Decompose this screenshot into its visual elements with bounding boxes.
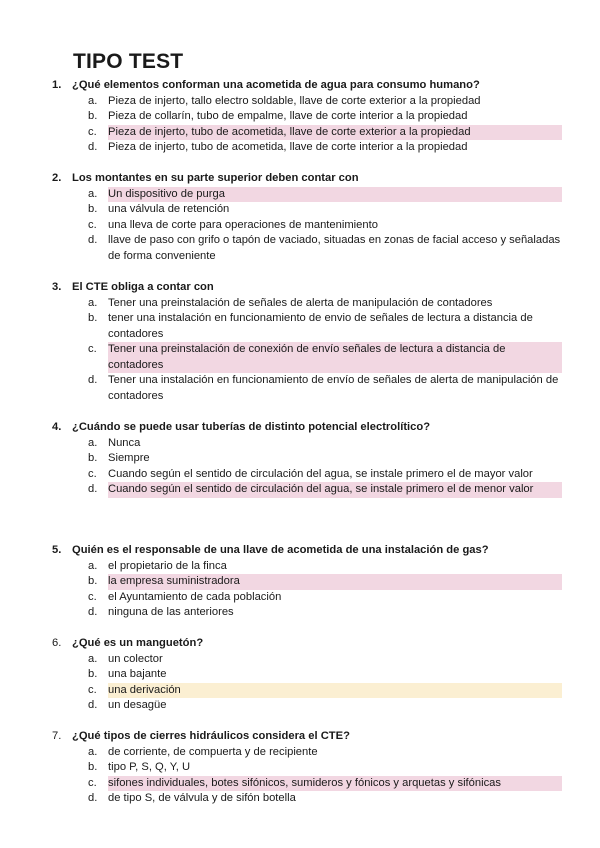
option-letter: b. — [88, 575, 98, 587]
option-list — [52, 187, 562, 265]
page-title: TIPO TEST — [73, 50, 184, 73]
option-text: Nunca — [108, 436, 141, 449]
question-text: ¿Cuándo se puede usar tuberías de distinto potencial electrolítico? — [72, 421, 431, 433]
option-d — [52, 482, 562, 498]
question-1 — [52, 78, 562, 156]
option-a — [52, 745, 562, 761]
question-number: 4. — [52, 421, 62, 433]
option-letter: a. — [88, 296, 98, 309]
option-c — [52, 683, 562, 699]
option-d — [52, 373, 562, 404]
option-text: Tener una preinstalación de señales de alerta de manipulación de contadores — [108, 296, 493, 309]
option-c — [52, 776, 562, 792]
question-text: El CTE obliga a contar con — [72, 281, 214, 293]
option-letter: a. — [88, 187, 98, 200]
option-a — [52, 187, 562, 203]
option-c — [52, 467, 562, 483]
option-list — [52, 436, 562, 498]
question-3 — [52, 280, 562, 404]
option-text: un desagüe — [108, 699, 167, 711]
option-a — [52, 296, 562, 312]
option-text: de tipo S, de válvula y de sifón botella — [108, 792, 296, 804]
question-number: 7. — [52, 730, 62, 742]
option-b — [52, 574, 562, 590]
option-d — [52, 140, 562, 156]
option-b — [52, 311, 562, 342]
option-list — [52, 559, 562, 621]
option-letter: a. — [88, 94, 98, 107]
option-text: Pieza de injerto, tallo electro soldable, llave de corte exterior a la propiedad — [108, 94, 481, 107]
option-letter: d. — [88, 606, 98, 618]
option-list — [52, 296, 562, 405]
option-text: Tener una instalación en funcionamiento de envío de señales de alerta de manipulación de contadores — [108, 374, 559, 402]
question-text: ¿Qué elementos conforman una acometida de agua para consumo humano? — [72, 79, 480, 91]
option-a — [52, 559, 562, 575]
option-letter: c. — [88, 467, 97, 480]
question-number: 6. — [52, 637, 62, 649]
option-d — [52, 233, 562, 264]
option-text: un colector — [108, 652, 163, 665]
question-text: Quién es el responsable de una llave de acometida de una instalación de gas? — [72, 544, 489, 556]
option-letter: d. — [88, 699, 98, 711]
option-a — [52, 652, 562, 668]
option-text: una derivación — [108, 683, 562, 699]
option-c — [52, 125, 562, 141]
option-text: de corriente, de compuerta y de recipiente — [108, 745, 318, 758]
question-text: ¿Qué tipos de cierres hidráulicos considera el CTE? — [72, 730, 350, 742]
option-c — [52, 218, 562, 234]
option-text: Cuando según el sentido de circulación del agua, se instale primero el de mayor valor — [108, 467, 533, 480]
question-text: ¿Qué es un manguetón? — [72, 637, 204, 649]
option-b — [52, 451, 562, 467]
question-number: 5. — [52, 544, 62, 556]
option-b — [52, 202, 562, 218]
option-text: una válvula de retención — [108, 203, 230, 215]
question-6 — [52, 636, 562, 714]
option-c — [52, 342, 562, 373]
option-text: Pieza de injerto, tubo de acometida, llave de corte interior a la propiedad — [108, 141, 468, 153]
option-letter: d. — [88, 792, 98, 804]
option-letter: b. — [88, 203, 98, 215]
option-letter: b. — [88, 312, 98, 324]
option-letter: d. — [88, 234, 98, 246]
option-text: Pieza de injerto, tubo de acometida, llave de corte exterior a la propiedad — [108, 125, 562, 141]
option-letter: d. — [88, 374, 98, 386]
option-a — [52, 436, 562, 452]
option-b — [52, 760, 562, 776]
option-text: tipo P, S, Q, Y, U — [108, 761, 191, 773]
option-d — [52, 791, 562, 807]
option-text: ninguna de las anteriores — [108, 606, 234, 618]
option-c — [52, 590, 562, 606]
option-letter: c. — [88, 125, 97, 138]
option-letter: c. — [88, 218, 97, 231]
question-4 — [52, 420, 562, 498]
option-d — [52, 605, 562, 621]
option-letter: b. — [88, 452, 98, 464]
option-text: tener una instalación en funcionamiento de envio de señales de lectura a distancia de contadores — [108, 312, 533, 340]
option-b — [52, 667, 562, 683]
option-text: una lleva de corte para operaciones de mantenimiento — [108, 218, 378, 231]
option-text: llave de paso con grifo o tapón de vaciado, situadas en zonas de facial acceso y señaladas de forma conveniente — [108, 234, 561, 262]
option-text: el propietario de la finca — [108, 559, 227, 572]
option-list — [52, 652, 562, 714]
option-list — [52, 94, 562, 156]
question-number: 1. — [52, 79, 62, 91]
question-text: Los montantes en su parte superior deben contar con — [72, 172, 359, 184]
option-letter: c. — [88, 776, 97, 789]
option-letter: d. — [88, 141, 98, 153]
question-2 — [52, 171, 562, 264]
option-letter: d. — [88, 483, 98, 495]
option-letter: a. — [88, 745, 98, 758]
option-letter: a. — [88, 559, 98, 572]
option-letter: c. — [88, 590, 97, 603]
option-list — [52, 745, 562, 807]
option-text: Siempre — [108, 452, 150, 464]
option-a — [52, 94, 562, 110]
option-text: Cuando según el sentido de circulación del agua, se instale primero el de menor valor — [108, 482, 562, 498]
option-letter: c. — [88, 683, 97, 696]
option-b — [52, 109, 562, 125]
option-letter: b. — [88, 761, 98, 773]
option-letter: c. — [88, 343, 97, 355]
option-letter: a. — [88, 652, 98, 665]
option-d — [52, 698, 562, 714]
option-text: el Ayuntamiento de cada población — [108, 590, 282, 603]
question-number: 3. — [52, 281, 62, 293]
question-5 — [52, 543, 562, 621]
question-7 — [52, 729, 562, 807]
option-text: sifones individuales, botes sifónicos, sumideros y fónicos y arquetas y sifónicas — [108, 776, 562, 792]
option-letter: a. — [88, 436, 98, 449]
option-text: una bajante — [108, 668, 167, 680]
option-text: Un dispositivo de purga — [108, 187, 562, 203]
option-text: Pieza de collarín, tubo de empalme, llave de corte interior a la propiedad — [108, 110, 468, 122]
option-letter: b. — [88, 110, 98, 122]
option-text: Tener una preinstalación de conexión de envío señales de lectura a distancia de contadores — [108, 342, 562, 373]
option-letter: b. — [88, 668, 98, 680]
option-text: la empresa suministradora — [108, 574, 562, 590]
question-number: 2. — [52, 172, 62, 184]
